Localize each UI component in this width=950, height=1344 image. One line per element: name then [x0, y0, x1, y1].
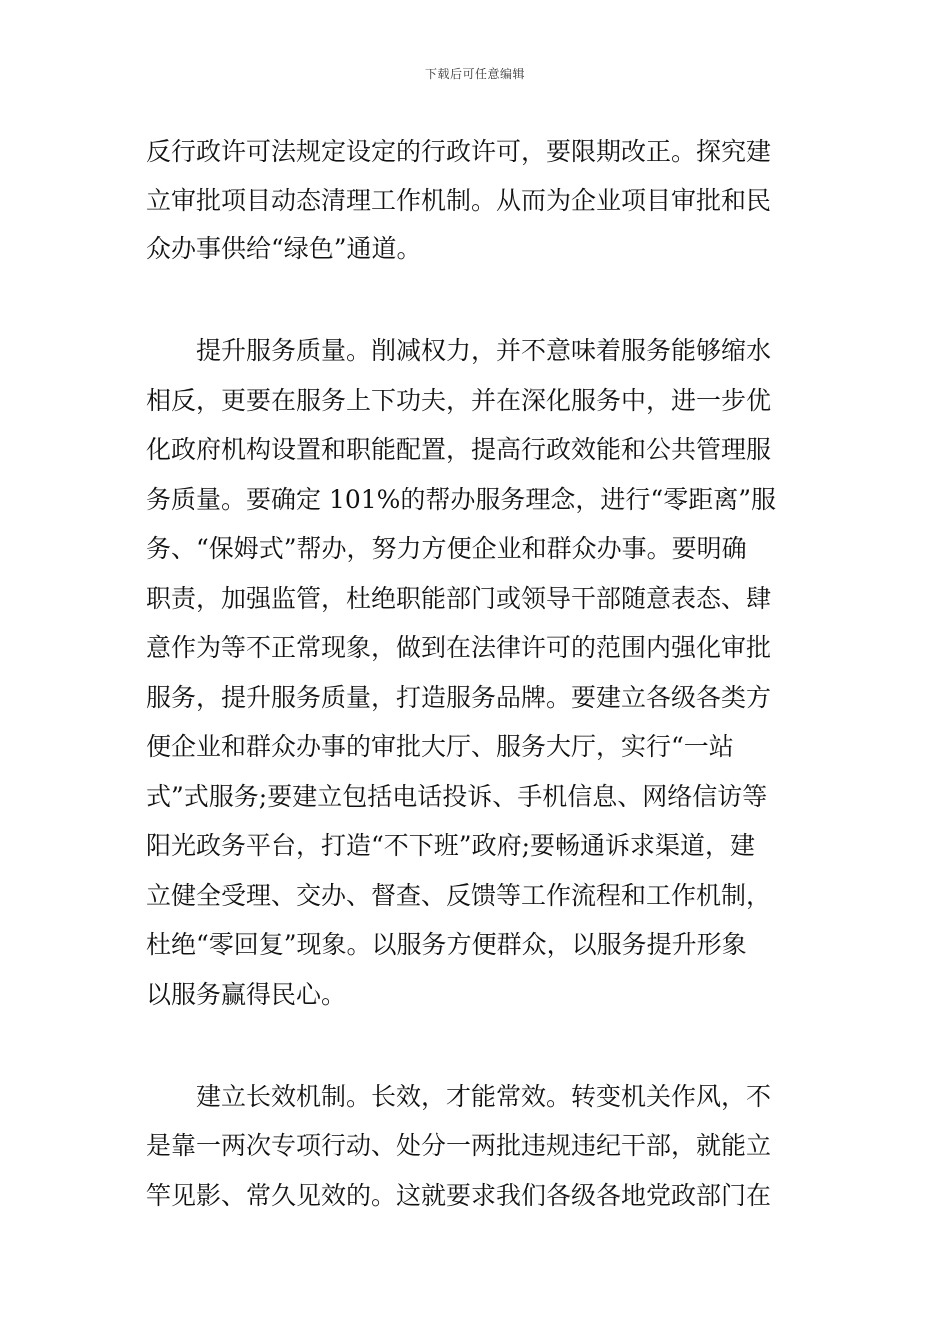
paragraph-line: 式”式服务;要建立包括电话投诉、手机信息、网络信访等 — [146, 782, 768, 811]
paragraph-line: 杜绝“零回复”现象。以服务方便群众，以服务提升形象 — [146, 930, 747, 959]
paragraph-line: 是靠一两次专项行动、处分一两批违规违纪干部，就能立 — [146, 1131, 772, 1160]
paragraph-line: 化政府机构设置和职能配置，提高行政效能和公共管理服 — [146, 435, 772, 464]
paragraph-line: 便企业和群众办事的审批大厅、服务大厅，实行“一站 — [146, 732, 734, 761]
paragraph-line: 意作为等不正常现象，做到在法律许可的范围内强化审批 — [146, 633, 772, 662]
paragraph-line: 反行政许可法规定设定的行政许可，要限期改正。探究建 — [146, 137, 772, 166]
paragraph-line: 建立长效机制。长效，才能常效。转变机关作风，不 — [196, 1082, 772, 1111]
paragraph-line: 务、“保姆式”帮办，努力方便企业和群众办事。要明确 — [146, 534, 747, 563]
paragraph-line: 以服务赢得民心。 — [146, 980, 347, 1009]
paragraph-line: 立审批项目动态清理工作机制。从而为企业项目审批和民 — [146, 186, 772, 215]
paragraph-line: 阳光政务平台，打造“不下班”政府;要畅通诉求渠道，建 — [146, 831, 755, 860]
page-header: 下载后可任意编辑 — [424, 67, 525, 81]
paragraph-line: 竿见影、常久见效的。这就要求我们各级各地党政部门在 — [146, 1181, 772, 1210]
paragraph-line: 服务，提升服务质量，打造服务品牌。要建立各级各类方 — [146, 683, 772, 712]
paragraph-line: 职责，加强监管，杜绝职能部门或领导干部随意表态、肆 — [146, 584, 772, 613]
paragraph-line: 务质量。要确定 101%的帮办服务理念，进行“零距离”服 — [146, 485, 776, 514]
paragraph-line: 提升服务质量。削减权力，并不意味着服务能够缩水 — [196, 336, 772, 365]
paragraph-line: 立健全受理、交办、督查、反馈等工作流程和工作机制， — [146, 881, 772, 910]
paragraph-line: 相反，更要在服务上下功夫，并在深化服务中，进一步优 — [146, 386, 772, 415]
paragraph-line: 众办事供给“绿色”通道。 — [146, 234, 422, 263]
